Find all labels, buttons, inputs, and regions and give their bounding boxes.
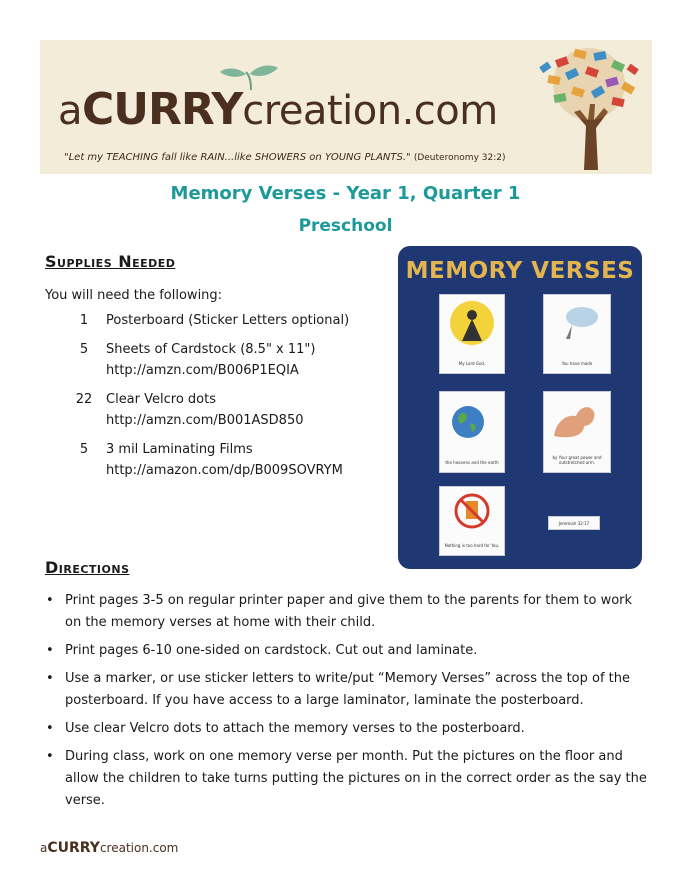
board-banner: MEMORY VERSES (405, 258, 635, 284)
footer-logo-main: CURRY (47, 840, 100, 856)
verse-card (439, 294, 505, 374)
logo-text (58, 84, 498, 135)
supply-qty: 5 (79, 342, 89, 357)
logo-main: CURRY (82, 84, 243, 135)
logo-prefix: a (58, 88, 83, 134)
directions-list (45, 590, 651, 818)
page-title: Memory Verses - Year 1, Quarter 1 (170, 183, 521, 204)
supplies-list (62, 310, 349, 489)
directions-heading: Directions (45, 558, 130, 577)
strong-arm-icon (544, 392, 610, 452)
page-subtitle: Preschool (298, 216, 393, 236)
verse-card (543, 391, 611, 473)
supply-text: Sheets of Cardstock (8.5" x 11") (106, 342, 316, 357)
direction-item: • Use a marker, or use sticker letters to write/put “Memory Verses” across the top of the posterboard. If you have access to a large laminator, laminate the posterboard. (45, 668, 651, 712)
earth-icon (440, 392, 504, 452)
jesus-light-icon (440, 295, 504, 355)
verse-card (548, 516, 600, 530)
direction-item: • During class, work on one memory verse per month. Put the pictures on the floor and allow the children to take turns putting the pictures on in the correct order as the say the verse. (45, 746, 651, 812)
logo-suffix: creation.com (242, 88, 498, 134)
hand-clouds-icon (544, 295, 610, 355)
direction-item: • Print pages 3-5 on regular printer paper and give them to the parents for them to work on the memory verses at home with their child. (45, 590, 651, 634)
tagline (64, 152, 505, 163)
header-banner (40, 40, 652, 174)
memory-verses-board-photo (398, 246, 642, 569)
supply-link[interactable]: http://amzn.com/B006P1EQIA (106, 363, 299, 378)
no-sign-icon (440, 487, 504, 539)
supplies-heading: Supplies Needed (45, 252, 176, 271)
supply-item (62, 310, 349, 331)
supply-item (62, 339, 349, 381)
footer-logo-prefix: a (40, 841, 48, 855)
verse-card-caption: the heavens and the earth (445, 460, 499, 465)
supply-qty: 1 (79, 313, 89, 328)
verse-card (439, 391, 505, 473)
verse-card-caption: Jeremiah 32:17 (558, 521, 590, 526)
book-tree-icon (534, 44, 644, 172)
tagline-quote: "Let my TEACHING fall like RAIN...like SHOWERS on YOUNG PLANTS." (64, 152, 411, 163)
supply-link[interactable]: http://amzn.com/B001ASD850 (106, 413, 304, 428)
supplies-intro: You will need the following: (45, 288, 223, 303)
verse-card-caption: Nothing is too hard for You. (444, 543, 500, 548)
supply-text: Posterboard (Sticker Letters optional) (106, 313, 350, 328)
supply-item (62, 389, 349, 431)
footer-logo-suffix: creation.com (99, 841, 179, 855)
supply-qty: 5 (79, 442, 89, 457)
supply-text: 3 mil Laminating Films (106, 442, 253, 457)
supply-item (62, 439, 349, 481)
verse-card-caption: by Your great power and outstretched arm. (552, 455, 602, 465)
supply-link[interactable]: http://amazon.com/dp/B009SOVRYM (106, 463, 343, 478)
verse-card (439, 486, 505, 556)
direction-item: • Print pages 6-10 one-sided on cardstock. Cut out and laminate. (45, 640, 651, 662)
direction-item: • Use clear Velcro dots to attach the memory verses to the posterboard. (45, 718, 651, 740)
footer-logo (40, 840, 178, 856)
verse-card-caption: My Lord God, (458, 361, 486, 366)
supply-text: Clear Velcro dots (106, 392, 216, 407)
supply-qty: 22 (75, 392, 93, 407)
verse-card (543, 294, 611, 374)
tagline-citation: (Deuteronomy 32:2) (413, 153, 506, 163)
verse-card-caption: You have made (561, 361, 593, 366)
